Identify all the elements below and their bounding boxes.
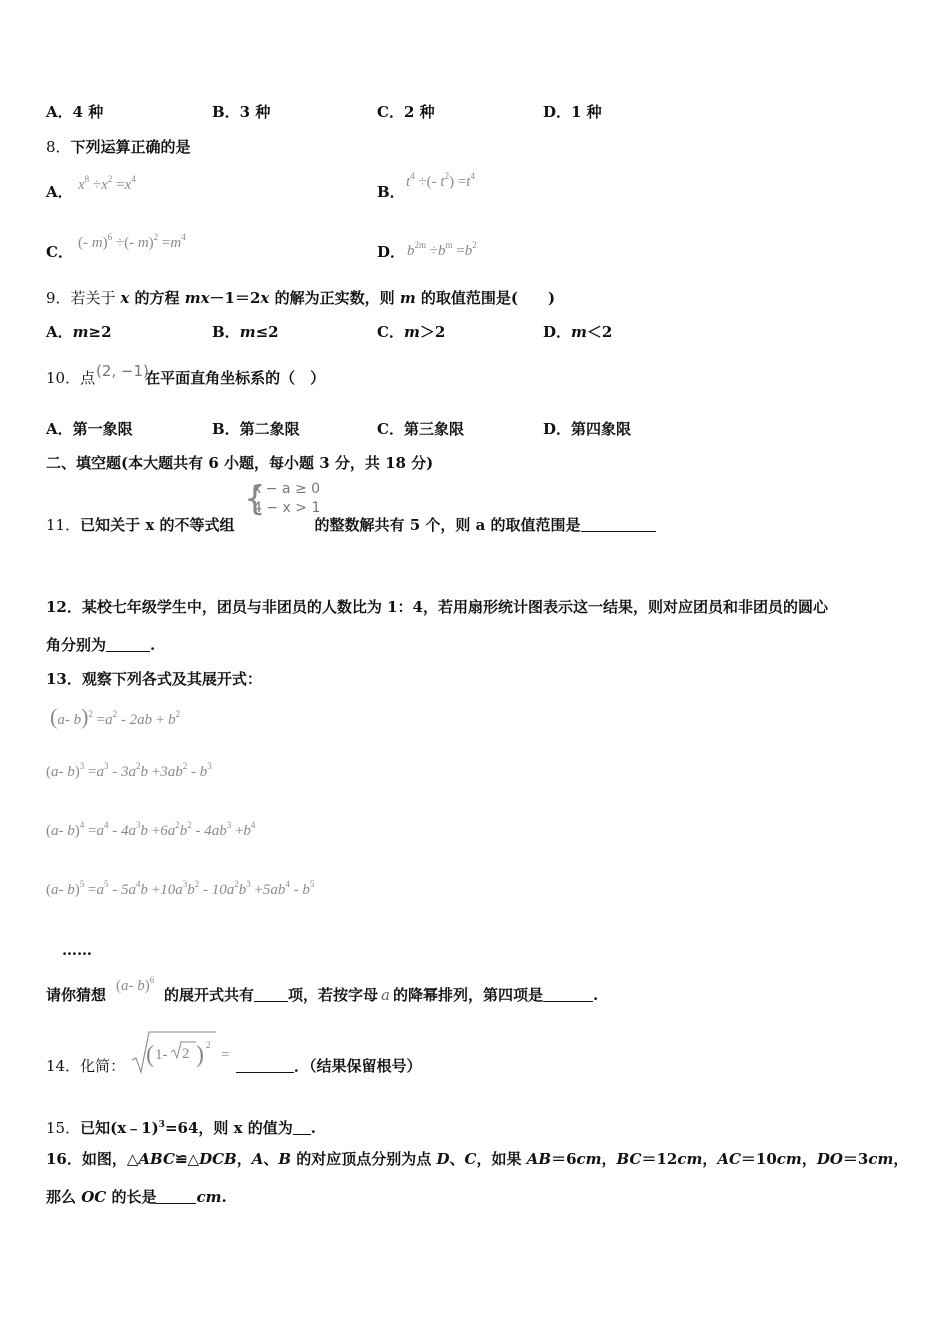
q13-expansion-5: (a- $b)^5 =a^5 - 5a^4b +10a^3b^2 - 10a^2b^3 +5ab^4 - b^5$ [46, 879, 315, 898]
q8-formula-c: (- m)$^6$ ÷(- $m)^2 =m^4$ [78, 232, 186, 251]
q8-label-b: B． [377, 183, 405, 201]
q13-ellipsis: …… [62, 941, 92, 959]
q12-answer-blank[interactable] [106, 636, 150, 652]
q7-option-a: A．4 种 [46, 103, 104, 121]
q13-ask: 请你猜想 的展开式共有 项，若按字母 a 的降幂排列，第四项是 . [46, 986, 599, 1004]
q10-option-d: D．第四象限 [543, 420, 632, 438]
q13-ask-formula: (a- b)$^6$ [116, 975, 155, 994]
q10-stem: 10．点 在平面直角坐标系的（ ） [46, 369, 326, 387]
q14-answer-blank[interactable] [236, 1057, 294, 1073]
q9-option-d: D．m＜2 [543, 323, 613, 341]
q14-sqrt-formula [128, 1028, 238, 1076]
q10-option-c: C．第三象限 [377, 420, 464, 438]
svg-text:(: ( [146, 1042, 154, 1068]
q9-option-b: B．m≤2 [212, 323, 279, 341]
svg-text:): ) [196, 1042, 204, 1068]
svg-text:=: = [221, 1047, 230, 1063]
q9-stem: 9．若关于 x 的方程 mx－1＝2x 的解为正实数，则 m 的取值范围是( ) [46, 289, 556, 307]
q8-stem: 8．下列运算正确的是 [46, 138, 191, 156]
q9-option-a: A．m≥2 [46, 323, 112, 341]
q13-stem: 13．观察下列各式及其展开式： [46, 670, 262, 688]
q16-answer-blank[interactable] [156, 1188, 196, 1204]
q14-stem: 14．化简： [46, 1057, 126, 1075]
q12-line1: 12．某校七年级学生中，团员与非团员的人数比为 1：4，若用扇形统计图表示这一结果，则对应团员和非团员的圆心 [46, 598, 828, 616]
q14-tail: ．（结果保留根号） [236, 1056, 422, 1076]
q8-formula-d: $b^{2m} \div b^m =b^2$ [407, 240, 477, 259]
q13-expansion-3: (a- $b)^3 =a^3 - 3a^2b +3ab^2 - b^3$ [46, 761, 212, 780]
q10-option-a: A．第一象限 [46, 420, 133, 438]
q8-label-d: D． [377, 243, 406, 261]
q11-answer-blank[interactable] [581, 516, 656, 532]
q8-label-c: C． [46, 243, 73, 261]
q10-point: (2, −1) [96, 362, 149, 380]
q12-line2: 角分别为 . [46, 636, 156, 654]
q11-inequality-2: 4 − x > 1 [253, 500, 321, 516]
svg-text:2: 2 [182, 1046, 190, 1062]
q11-inequality-system: { x − a ≥ 0 4 − x > 1 [244, 479, 321, 519]
q7-option-c: C．2 种 [377, 103, 435, 121]
svg-text:1-: 1- [155, 1047, 168, 1063]
q13-expansion-4: (a- $b)^4 =a^4 - 4a^3b +6a^2b^2 - 4ab^3 +b^4$ [46, 820, 256, 839]
q13-expansion-2: (a- $b)^2 =a^2 - 2ab + b^2$ [50, 704, 181, 729]
q16-line2: 那么 OC 的长是 cm. [46, 1188, 227, 1206]
q7-option-b: B．3 种 [212, 103, 271, 121]
q13-answer-blank-1[interactable] [254, 986, 288, 1002]
q8-label-a: A． [46, 183, 73, 201]
q7-option-d: D．1 种 [543, 103, 602, 121]
q10-option-b: B．第二象限 [212, 420, 300, 438]
q16-line1: 16．如图，△ABC≌△DCB，A、B 的对应顶点分别为点 D、C，如果 AB＝6cm，BC＝12cm，AC＝10cm，DO＝3cm， [46, 1150, 909, 1168]
q13-answer-blank-2[interactable] [543, 986, 593, 1002]
q15-answer-blank[interactable] [293, 1119, 311, 1135]
svg-text:2: 2 [206, 1040, 211, 1050]
q8-formula-a: $x^8 \div x^2 =x^4$ [78, 174, 136, 193]
q15-stem: 15．已知(x﹣1)$^3$=64，则 x 的值为 . [46, 1119, 317, 1137]
q9-option-c: C．m＞2 [377, 323, 446, 341]
q8-formula-b: $t^4$ ÷(- $t^2) =t^4$ [406, 171, 475, 190]
q11-inequality-1: x − a ≥ 0 [253, 481, 321, 497]
q11-stem: 11．已知关于 x 的不等式组 的整数解共有 5 个，则 a 的取值范围是 [46, 515, 656, 535]
section-heading: 二、填空题(本大题共有 6 小题，每小题 3 分，共 18 分) [46, 454, 434, 472]
